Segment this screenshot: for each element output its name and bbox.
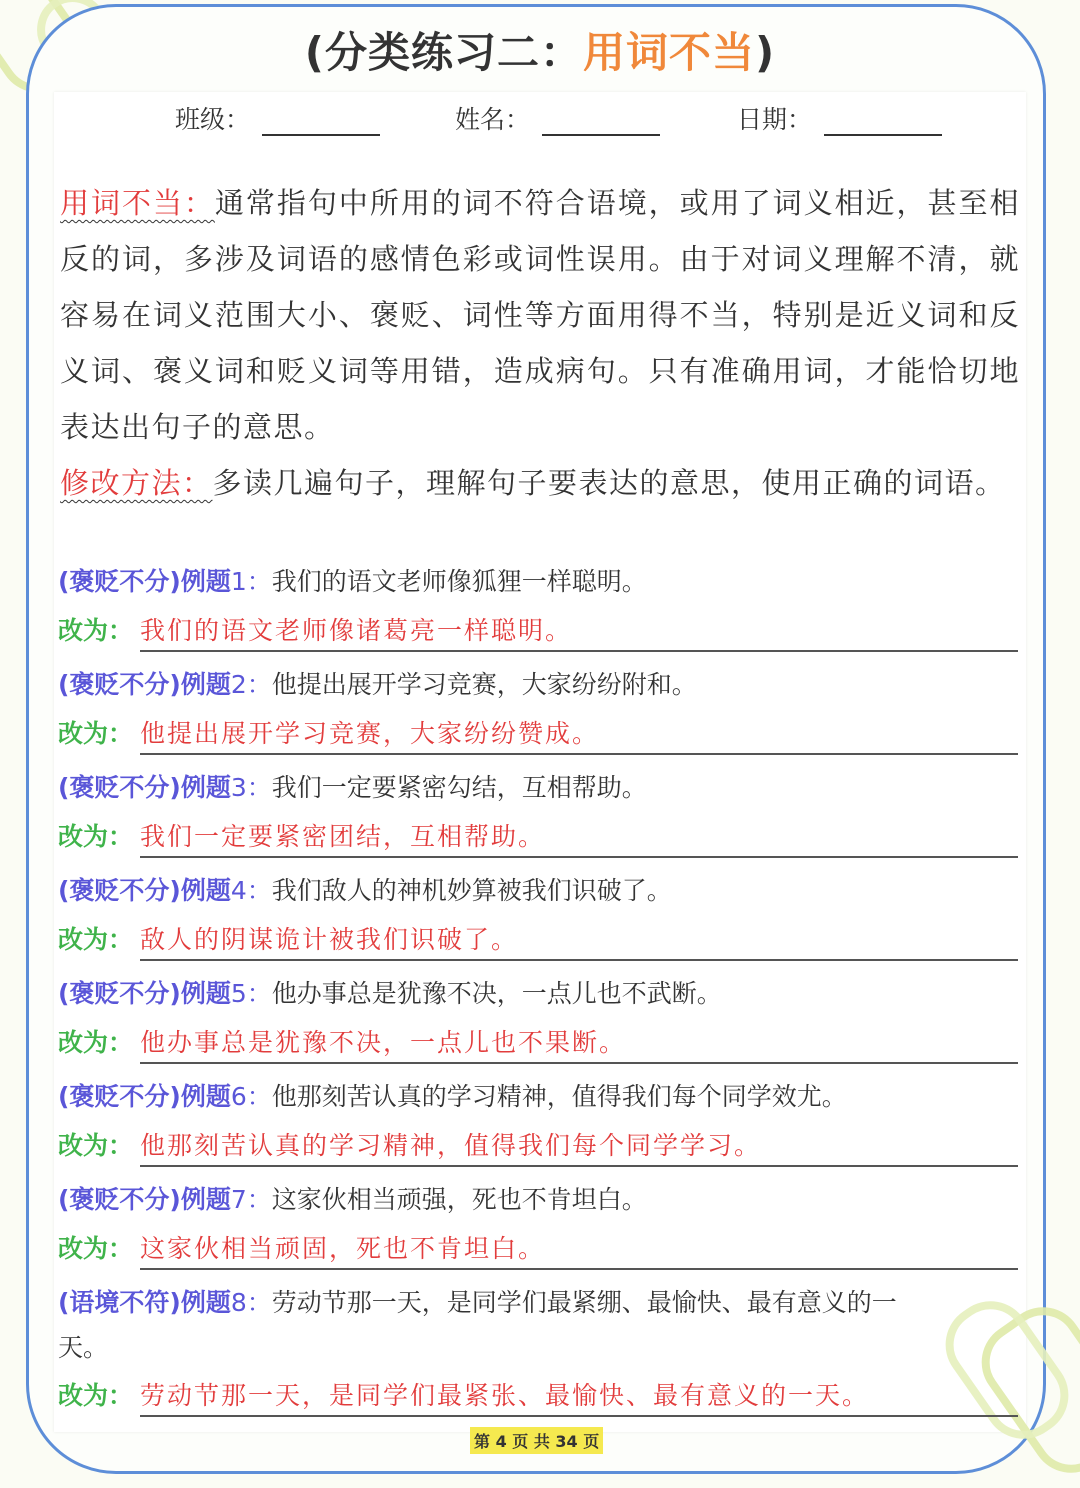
method-term: 修改方法：	[60, 466, 213, 500]
date-label: 日期：	[737, 105, 813, 134]
example-label: 例题	[180, 876, 231, 905]
example-number: 5：	[230, 979, 272, 1008]
name-field[interactable]	[455, 100, 660, 136]
example-item	[58, 764, 1020, 867]
example-question	[58, 1279, 1020, 1325]
example-number: 4：	[230, 876, 272, 905]
definition-paragraph	[60, 175, 1020, 455]
answer-label: 改为：	[58, 1131, 134, 1160]
title-open: (分类练习二：	[304, 28, 583, 77]
example-tag: (褒贬不分)	[58, 773, 181, 802]
example-label: 例题	[180, 567, 231, 596]
class-label: 班级：	[175, 105, 251, 134]
example-number: 1：	[230, 567, 272, 596]
example-answer	[58, 1018, 1020, 1068]
answer-text[interactable]: 我们的语文老师像诸葛亮一样聪明。	[140, 606, 1018, 652]
answer-text[interactable]: 劳动节那一天，是同学们最紧张、最愉快、最有意义的一天。	[140, 1371, 1018, 1417]
example-question-text: 这家伙相当顽强，死也不肯坦白。	[271, 1185, 647, 1214]
example-answer	[58, 709, 1020, 759]
answer-text[interactable]: 他那刻苦认真的学习精神，值得我们每个同学学习。	[140, 1121, 1018, 1167]
answer-text[interactable]: 他提出展开学习竞赛，大家纷纷赞成。	[140, 709, 1018, 755]
class-blank[interactable]	[262, 104, 380, 136]
example-answer	[58, 1371, 1020, 1421]
example-question-text: 我们的语文老师像狐狸一样聪明。	[271, 567, 647, 596]
example-tag: (褒贬不分)	[58, 567, 181, 596]
answer-text[interactable]: 这家伙相当顽固，死也不肯坦白。	[140, 1224, 1018, 1270]
answer-label: 改为：	[58, 822, 134, 851]
definition-text: 通常指句中所用的词不符合语境，或用了词义相近，甚至相反的词，多涉及词语的感情色彩或词性误用。由于对词义理解不清，就容易在词义范围大小、褒贬、词性等方面用得不当，特别是近义词和反义词、褒义词和贬义词等用错，造成病句。只有准确用词，才能恰切地表达出句子的意思。	[60, 186, 1020, 444]
example-item	[58, 867, 1020, 970]
example-question-text: 他办事总是犹豫不决，一点儿也不武断。	[271, 979, 722, 1008]
example-number: 6：	[230, 1082, 272, 1111]
example-item	[58, 661, 1020, 764]
answer-label: 改为：	[58, 1381, 134, 1410]
answer-label: 改为：	[58, 719, 134, 748]
example-item	[58, 1176, 1020, 1279]
example-label: 例题	[180, 670, 231, 699]
example-answer	[58, 1224, 1020, 1274]
method-text: 多读几遍句子，理解句子要表达的意思，使用正确的词语。	[212, 466, 1006, 500]
example-label: 例题	[180, 773, 231, 802]
example-question	[58, 764, 1020, 812]
example-label: 例题	[180, 979, 231, 1008]
example-item	[58, 970, 1020, 1073]
answer-text[interactable]: 敌人的阴谋诡计被我们识破了。	[140, 915, 1018, 961]
example-question	[58, 970, 1020, 1018]
name-blank[interactable]	[542, 104, 660, 136]
example-item	[58, 1073, 1020, 1176]
page-title	[0, 20, 1080, 80]
example-number: 3：	[230, 773, 272, 802]
answer-label: 改为：	[58, 1234, 134, 1263]
example-number: 2：	[230, 670, 272, 699]
example-answer	[58, 812, 1020, 862]
example-question-text: 我们敌人的神机妙算被我们识破了。	[271, 876, 672, 905]
name-label: 姓名：	[455, 105, 531, 134]
answer-label: 改为：	[58, 925, 134, 954]
answer-text[interactable]: 我们一定要紧密团结，互相帮助。	[140, 812, 1018, 858]
example-question-text: 他提出展开学习竞赛，大家纷纷附和。	[271, 670, 697, 699]
student-info-row	[0, 100, 1080, 140]
example-question	[58, 1176, 1020, 1224]
examples-list	[58, 558, 1020, 1429]
example-tag: (褒贬不分)	[58, 1082, 181, 1111]
example-label: 例题	[180, 1082, 231, 1111]
example-number: 7：	[230, 1185, 272, 1214]
example-tag: (语境不符)	[58, 1288, 181, 1317]
definition-term: 用词不当：	[60, 186, 215, 220]
example-tag: (褒贬不分)	[58, 876, 181, 905]
example-question	[58, 661, 1020, 709]
title-close: )	[755, 28, 776, 77]
example-label: 例题	[180, 1185, 231, 1214]
answer-text[interactable]: 他办事总是犹豫不决，一点儿也不果断。	[140, 1018, 1018, 1064]
example-question-text: 劳动节那一天，是同学们最紧绷、最愉快、最有意义的一	[271, 1288, 897, 1317]
example-question	[58, 867, 1020, 915]
example-tag: (褒贬不分)	[58, 670, 181, 699]
date-blank[interactable]	[824, 104, 942, 136]
example-label: 例题	[180, 1288, 231, 1317]
class-field[interactable]	[175, 100, 380, 136]
page-number-badge: 第 4 页 共 34 页	[470, 1427, 603, 1454]
example-answer	[58, 606, 1020, 656]
example-number: 8：	[230, 1288, 272, 1317]
example-question-text: 我们一定要紧密勾结，互相帮助。	[271, 773, 647, 802]
example-question	[58, 558, 1020, 606]
example-question-continuation: 天。	[58, 1333, 109, 1362]
date-field[interactable]	[737, 100, 942, 136]
method-paragraph	[60, 455, 1020, 511]
example-answer	[58, 1121, 1020, 1171]
example-question	[58, 1073, 1020, 1121]
title-highlight: 用词不当	[582, 28, 755, 77]
example-answer	[58, 915, 1020, 965]
example-tag: (褒贬不分)	[58, 979, 181, 1008]
example-item	[58, 1279, 1020, 1429]
answer-label: 改为：	[58, 1028, 134, 1057]
answer-label: 改为：	[58, 616, 134, 645]
example-question-text: 他那刻苦认真的学习精神，值得我们每个同学效尤。	[271, 1082, 847, 1111]
explanation-block	[60, 175, 1020, 511]
example-tag: (褒贬不分)	[58, 1185, 181, 1214]
example-item	[58, 558, 1020, 661]
